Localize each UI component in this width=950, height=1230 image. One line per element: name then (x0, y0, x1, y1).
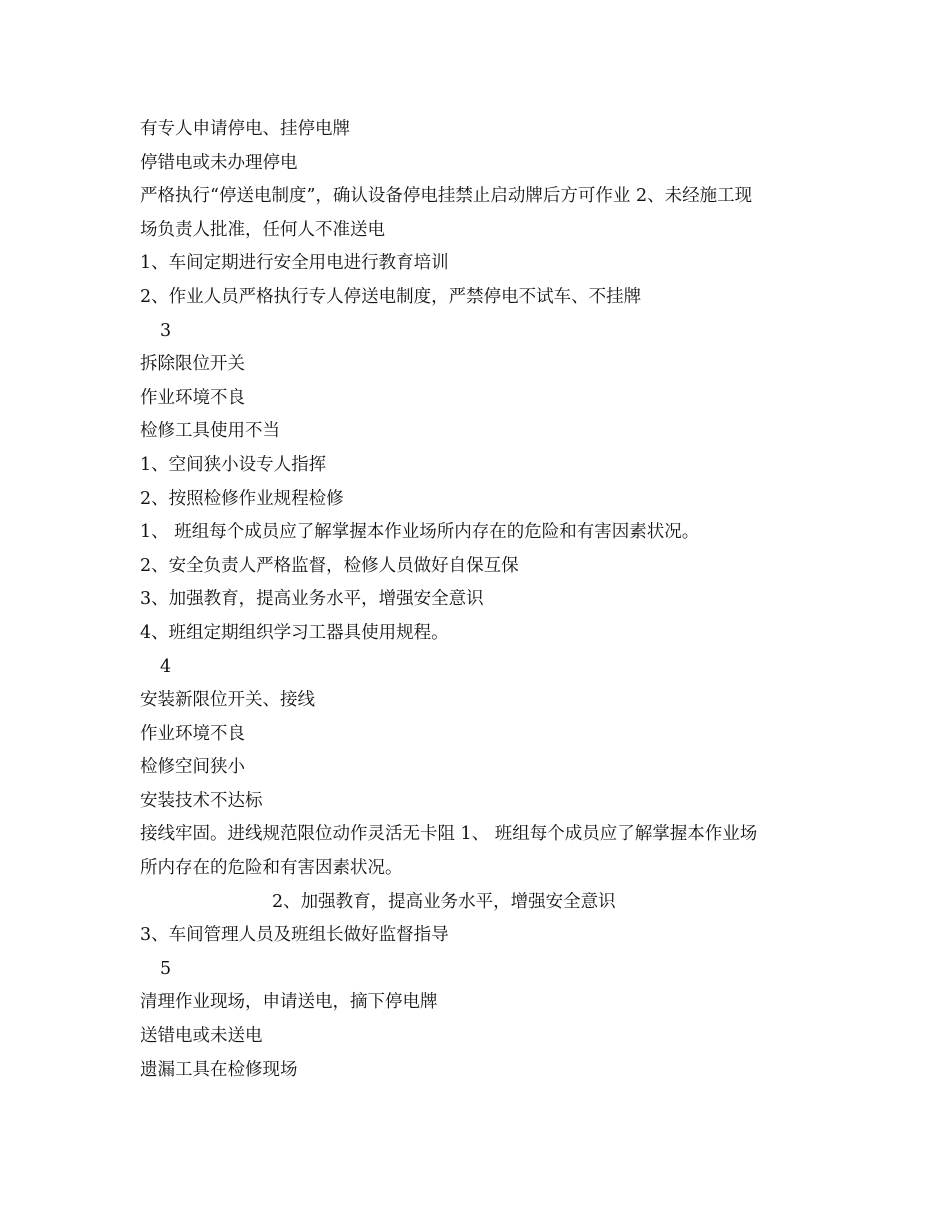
step-number: 4 (160, 656, 172, 677)
text-line: 1、 班组每个成员应了解掌握本作业场所内存在的危险和有害因素状况。 (140, 522, 700, 543)
text-line: 检修工具使用不当 (140, 421, 280, 442)
text-line: 3、车间管理人员及班组长做好监督指导 (140, 925, 449, 946)
text-line: 2、安全负责人严格监督，检修人员做好自保互保 (140, 555, 519, 576)
text-line: 接线牢固。进线规范限位动作灵活无卡阻 1、 班组每个成员应了解掌握本作业场 (140, 824, 758, 845)
text-line: 安装新限位开关、接线 (140, 690, 315, 711)
text-line: 停错电或未办理停电 (140, 152, 298, 173)
text-line: 遗漏工具在检修现场 (140, 1059, 298, 1080)
text-line: 拆除限位开关 (140, 354, 245, 375)
text-line: 有专人申请停电、挂停电牌 (140, 119, 350, 139)
text-line: 3、加强教育，提高业务水平，增强安全意识 (140, 589, 484, 610)
text-line: 2、按照检修作业规程检修 (140, 488, 344, 509)
text-line: 清理作业现场，申请送电，摘下停电牌 (140, 992, 438, 1013)
text-line: 作业环境不良 (140, 723, 245, 744)
step-number: 5 (160, 958, 172, 979)
text-line: 2、作业人员严格执行专人停送电制度，严禁停电不试车、不挂牌 (140, 286, 642, 307)
text-line: 安装技术不达标 (140, 790, 263, 811)
text-line: 送错电或未送电 (140, 1026, 263, 1047)
text-line: 检修空间狭小 (140, 757, 245, 778)
text-line: 场负责人批准，任何人不准送电 (140, 219, 385, 240)
text-line: 作业环境不良 (140, 387, 245, 408)
text-line: 严格执行“停送电制度”，确认设备停电挂禁止启动牌后方可作业 2、未经施工现 (140, 186, 753, 207)
text-line: 1、车间定期进行安全用电进行教育培训 (140, 253, 449, 274)
text-line: 2、加强教育，提高业务水平，增强安全意识 (272, 891, 616, 912)
step-number: 3 (160, 320, 172, 341)
text-line: 所内存在的危险和有害因素状况。 (140, 858, 403, 879)
text-line: 4、班组定期组织学习工器具使用规程。 (140, 622, 449, 643)
document-body (140, 113, 820, 1087)
text-line: 1、空间狭小设专人指挥 (140, 454, 327, 475)
